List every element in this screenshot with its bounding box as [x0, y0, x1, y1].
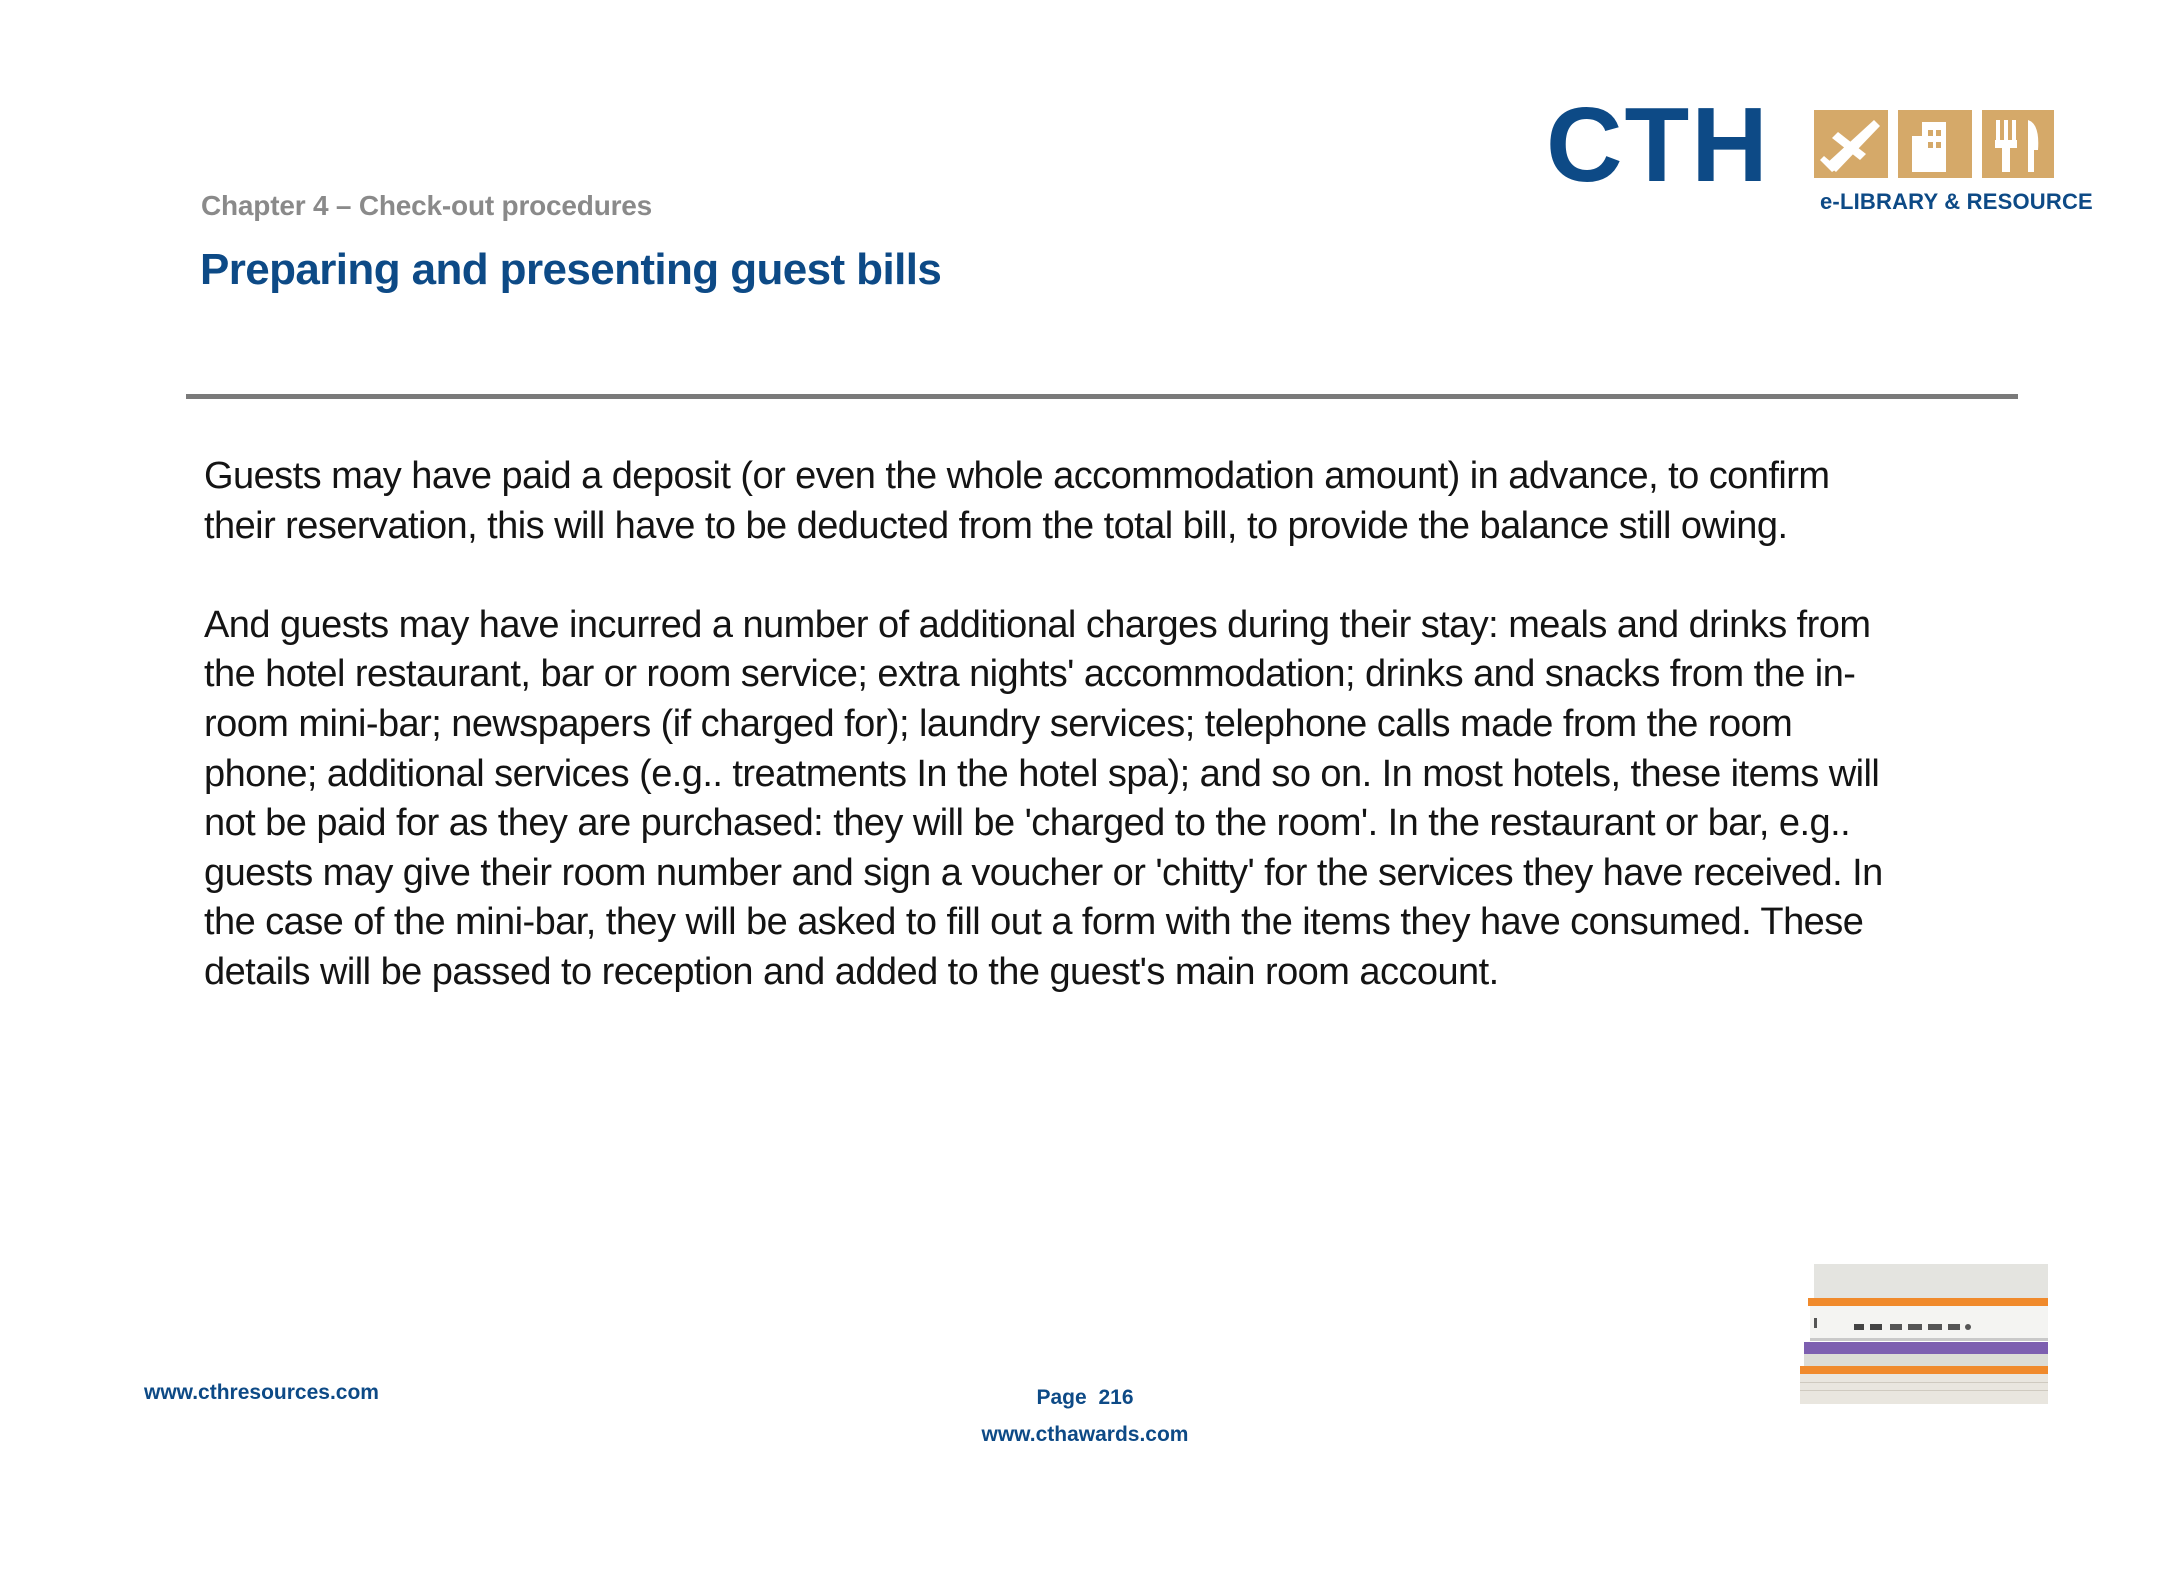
fork-knife-icon [1982, 110, 2054, 178]
building-icon [1898, 110, 1972, 178]
body-text [204, 452, 2004, 1047]
logo-subtitle: e-LIBRARY & RESOURCE [1820, 189, 2093, 214]
logo-brand-text: CTH [1546, 86, 1770, 204]
logo-tiles [1814, 110, 2054, 178]
divider-rule [186, 394, 2018, 399]
airplane-icon [1814, 110, 1888, 178]
footer-resources-link[interactable]: www.cthresources.com [144, 1381, 379, 1404]
paragraph-deposit: Guests may have paid a deposit (or even the whole accommodation amount) in advance, to confirm their reservation, this will have to be deducted from the total bill, to provide the balance still owing. [204, 455, 1830, 547]
paragraph-additional-charges: And guests may have incurred a number of additional charges during their stay: meals and drinks from the hotel restaurant, bar or room service; extra nights' accommodation; drinks and snacks from the in- room mini-bar; newspapers (if charged for); laundry services; telephone calls made from the room phone; additional services (e.g.. treatments In the hotel spa); and so on. In most hotels, these items will not be paid for as they are purchased: they will be 'charged to the room'. In the restaurant or bar, e.g.. guests may give their room number and sign a voucher or 'chitty' for the services they have received. In the case of the mini-bar, they will be asked to fill out a form with the items they have consumed. These details will be passed to reception and added to the guest's main room account. [204, 603, 1883, 993]
footer-awards-link[interactable]: www.cthawards.com [981, 1423, 1189, 1446]
chapter-label: Chapter 4 – Check-out procedures [201, 190, 653, 221]
page-number: Page 216 [1036, 1386, 1134, 1409]
page-title: Preparing and presenting guest bills [200, 245, 942, 294]
cth-logo [1546, 86, 2093, 222]
